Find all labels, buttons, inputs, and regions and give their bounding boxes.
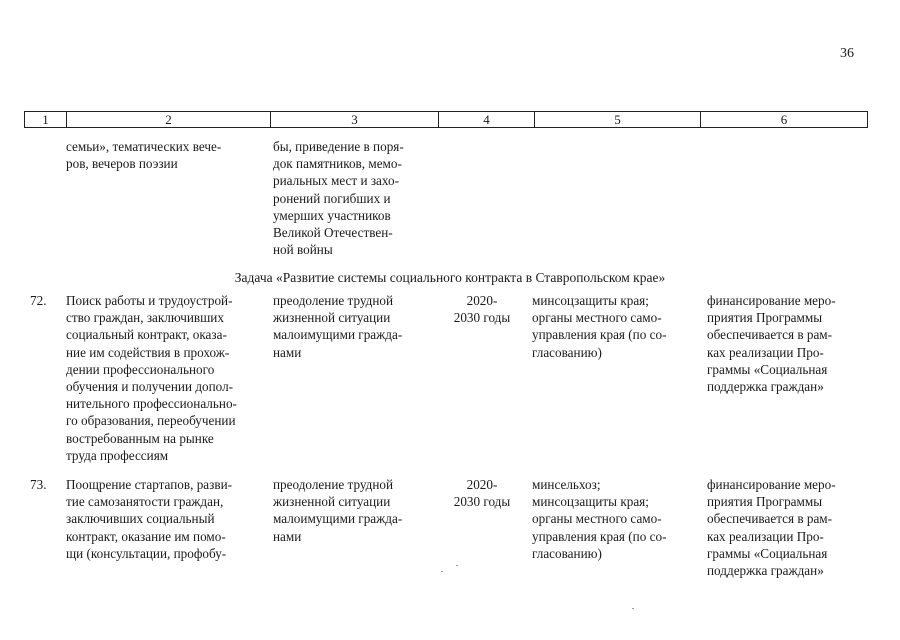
continuation-col2: семьи», тематических вече- ров, вечеров поэзии: [66, 139, 222, 172]
row-number: 73.: [30, 477, 47, 492]
row-number: 72.: [30, 293, 47, 308]
row-72-col6: финансирование меро- приятия Программы обеспечивается в рам- ках реализации Про- граммы «Социальная поддержка граждан»: [707, 293, 836, 395]
column-header-1: 1: [25, 112, 67, 128]
row-72-col2: Поиск работы и трудоустрой- ство граждан, заключивших социальный контракт, оказа- ние им содействия в прохож- дении профессионального обучения и получении допол- нительного профессионально- го образования, переобучении востребованным на рынке труда профессиям: [66, 293, 237, 463]
column-header-6: 6: [701, 112, 868, 128]
scan-speck: [632, 608, 634, 609]
scan-speck: [456, 565, 458, 566]
row-72-col4: 2020- 2030 годы: [453, 293, 511, 326]
scan-speck: [441, 571, 443, 572]
column-header-3: 3: [271, 112, 439, 128]
task-title: Задача «Развитие системы социального контракта в Ставропольском крае»: [234, 270, 666, 285]
row-72-col5: минсоцзащиты края; органы местного само- управления края (по со- гласованию): [532, 293, 667, 360]
row-72-col3: преодоление трудной жизненной ситуации малоимущими гражда- нами: [273, 293, 403, 360]
row-73-col5: минсельхоз; минсоцзащиты края; органы местного само- управления края (по со- гласованию): [532, 477, 667, 561]
continuation-col3: бы, приведение в поря- док памятников, мемо- риальных мест и захо- ронений погибших и умерших участников Великой Отечествен- ной войны: [273, 139, 404, 258]
row-73-col3: преодоление трудной жизненной ситуации малоимущими гражда- нами: [273, 477, 403, 544]
page-number: 36: [840, 46, 854, 61]
column-header-row: [24, 111, 868, 128]
row-73-col6: финансирование меро- приятия Программы обеспечивается в рам- ках реализации Про- граммы «Социальная поддержка граждан»: [707, 477, 836, 579]
column-header-2: 2: [67, 112, 271, 128]
column-header-4: 4: [439, 112, 535, 128]
row-73-col2: Поощрение стартапов, разви- тие самозанятости граждан, заключивших социальный контракт, оказание им помо- щи (консультации, профобу-: [66, 477, 233, 561]
column-header-5: 5: [535, 112, 701, 128]
row-73-col4: 2020- 2030 годы: [453, 477, 511, 510]
